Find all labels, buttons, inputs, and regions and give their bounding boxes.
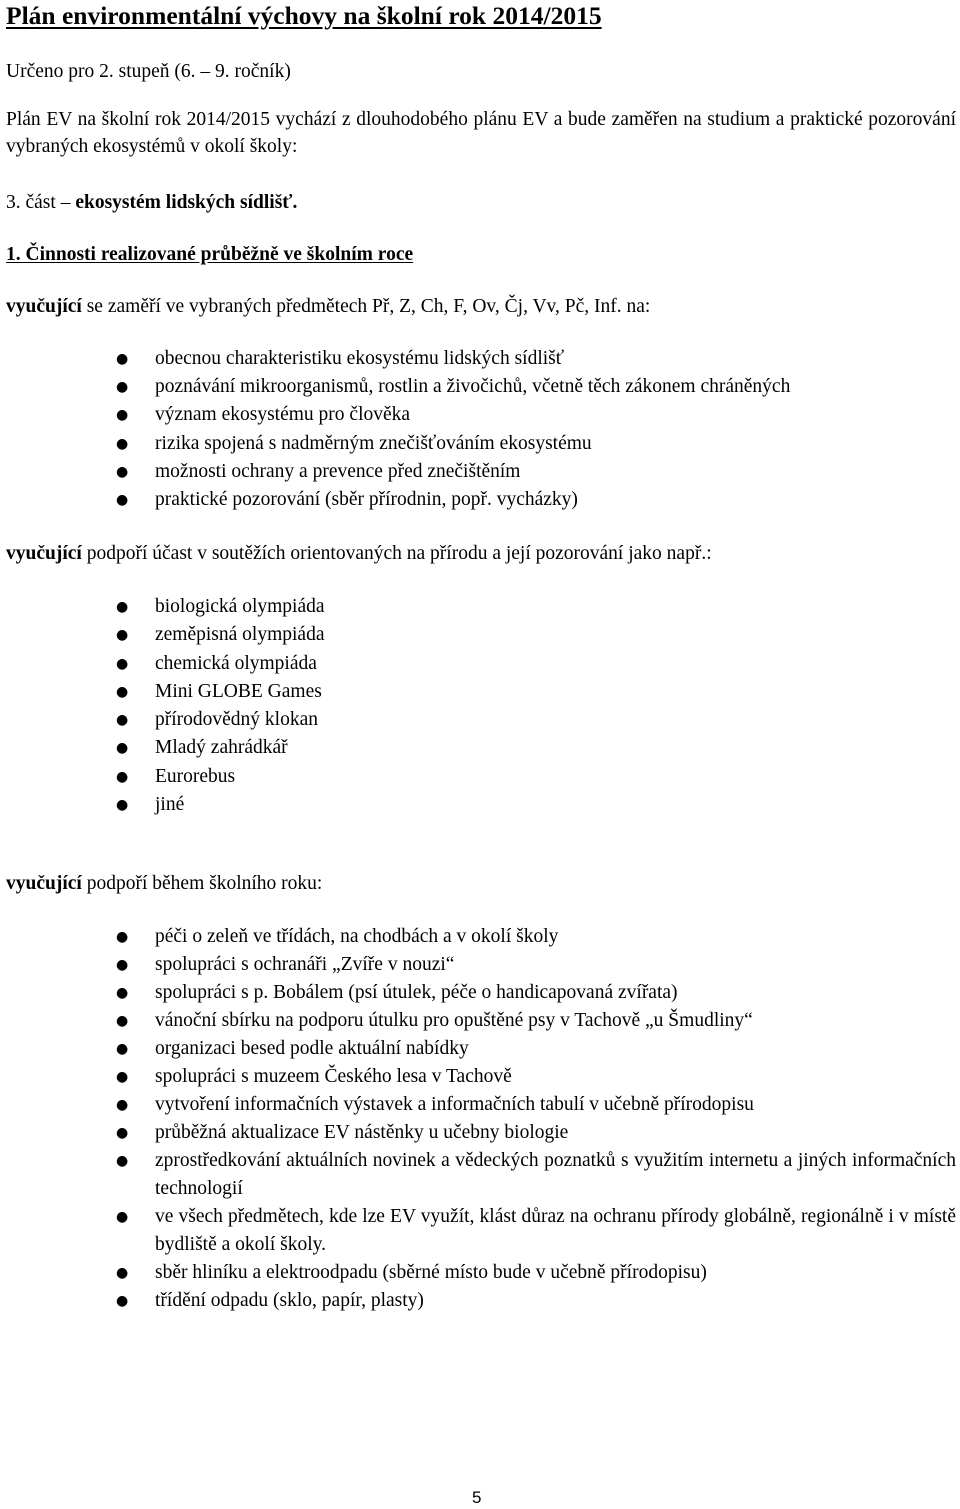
role-label: vyučující [6, 873, 82, 894]
role-label: vyučující [6, 543, 82, 564]
list-item [6, 1147, 956, 1203]
bullet-icon: ● [116, 599, 129, 615]
list-item-text: význam ekosystému pro člověka [155, 404, 411, 426]
list-item [6, 979, 956, 1007]
list-item-text: zprostředkování aktuálních novinek a vědeckých poznatků s využitím internetu a jiných informačních technologií [155, 1150, 956, 1199]
year-lead-line [6, 874, 322, 894]
focus-lead-text: se zaměří ve vybraných předmětech Př, Z, Ch, F, Ov, Čj, Vv, Pč, Inf. na: [81, 296, 651, 317]
list-item-text: praktické pozorování (sběr přírodnin, popř. vycházky) [155, 489, 578, 511]
bullet-icon: ● [116, 655, 129, 672]
bullet-icon: ● [116, 351, 129, 367]
list-item [6, 401, 956, 429]
list-item [6, 951, 956, 979]
bullet-icon: ● [116, 1069, 129, 1085]
page-number: 5 [472, 1488, 482, 1507]
focus-lead-line [6, 297, 650, 317]
bullet-icon: ● [116, 463, 129, 480]
list-item-text: průběžná aktualizace EV nástěnky u učebny biologie [155, 1122, 569, 1143]
bullet-icon: ● [116, 797, 129, 814]
bullet-icon: ● [116, 1265, 129, 1281]
list-item-text: vytvoření informačních výstavek a informačních tabulí v učebně přírodopisu [155, 1094, 754, 1115]
list-item [6, 1287, 956, 1315]
list-item-text: biologická olympiáda [155, 596, 325, 617]
list-item-text: zeměpisná olympiáda [155, 624, 325, 646]
bullet-icon: ● [116, 492, 129, 509]
part-line [6, 193, 297, 213]
list-item-text: Eurorebus [155, 765, 236, 787]
bullet-icon: ● [116, 1293, 129, 1309]
list-item [6, 1007, 956, 1035]
list-item [6, 734, 956, 762]
bullet-icon: ● [116, 1153, 129, 1169]
intro-paragraph: Plán EV na školní rok 2014/2015 vychází z dlouhodobého plánu EV a bude zaměřen na studium a praktické pozorování vybraných ekosystémů v okolí školy: [6, 109, 956, 157]
list-item-text: poznávání mikroorganismů, rostlin a živočichů, včetně těch zákonem chráněných [155, 376, 791, 398]
list-item-text: spolupráci s p. Bobálem (psí útulek, péče o handicapovaná zvířata) [155, 982, 678, 1003]
list-item-text: obecnou charakteristiku ekosystému lidských sídlišť [155, 348, 565, 369]
part-title: ekosystém lidských sídlišť. [75, 192, 298, 213]
bullet-icon: ● [116, 1209, 129, 1225]
list-item [6, 791, 956, 819]
bullet-icon: ● [116, 957, 129, 973]
list-item-text: ve všech předmětech, kde lze EV využít, klást důraz na ochranu přírody globálně, regionálně i v místě bydliště a okolí školy. [155, 1206, 956, 1255]
list-item [6, 430, 956, 458]
list-item [6, 706, 956, 734]
list-item-text: sběr hliníku a elektroodpadu (sběrné místo bude v učebně přírodopisu) [155, 1262, 707, 1283]
list-item [6, 1259, 956, 1287]
list-item-text: spolupráci s muzeem Českého lesa v Tachově [155, 1066, 512, 1087]
focus-list [6, 345, 956, 514]
bullet-icon: ● [116, 985, 129, 1001]
list-item-text: spolupráci s ochranáři „Zvíře v nouzi“ [155, 954, 455, 975]
bullet-icon: ● [116, 683, 129, 700]
year-activities-list [6, 923, 956, 1315]
document-title: Plán environmentální výchovy na školní rok 2014/2015 [6, 1, 602, 30]
list-item [6, 621, 956, 649]
list-item [6, 593, 956, 621]
bullet-icon: ● [116, 1097, 129, 1113]
list-item [6, 1119, 956, 1147]
list-item [6, 1091, 956, 1119]
competitions-lead-line [6, 544, 712, 564]
list-item [6, 373, 956, 401]
list-item-text: vánoční sbírku na podporu útulku pro opuštěné psy v Tachově „u Šmudliny“ [155, 1010, 753, 1031]
list-item [6, 1035, 956, 1063]
bullet-icon: ● [116, 712, 129, 729]
bullet-icon: ● [116, 929, 129, 945]
list-item [6, 763, 956, 791]
list-item [6, 650, 956, 678]
list-item-text: třídění odpadu (sklo, papír, plasty) [155, 1290, 424, 1311]
list-item [6, 458, 956, 486]
list-item [6, 923, 956, 951]
part-prefix: 3. část – [6, 192, 76, 213]
list-item-text: péči o zeleň ve třídách, na chodbách a v okolí školy [155, 926, 559, 947]
list-item [6, 486, 956, 514]
list-item-text: přírodovědný klokan [155, 709, 319, 731]
bullet-icon: ● [116, 627, 129, 644]
list-item-text: jiné [155, 794, 185, 816]
bullet-icon: ● [116, 1125, 129, 1141]
list-item-text: Mini GLOBE Games [155, 680, 322, 702]
audience-line: Určeno pro 2. stupeň (6. – 9. ročník) [6, 61, 291, 82]
year-lead-text: podpoří během školního roku: [81, 873, 323, 894]
competitions-list [6, 593, 956, 819]
list-item [6, 678, 956, 706]
bullet-icon: ● [116, 435, 129, 452]
list-item-text: rizika spojená s nadměrným znečišťováním ekosystému [155, 432, 592, 454]
bullet-icon: ● [116, 768, 129, 785]
bullet-icon: ● [116, 740, 129, 757]
competitions-lead-text: podpoří účast v soutěžích orientovaných na přírodu a její pozorování jako např.: [81, 543, 712, 564]
list-item [6, 1063, 956, 1091]
bullet-icon: ● [116, 1041, 129, 1057]
list-item-text: organizaci besed podle aktuální nabídky [155, 1038, 469, 1059]
bullet-icon: ● [116, 379, 129, 396]
bullet-icon: ● [116, 407, 129, 424]
role-label: vyučující [6, 296, 82, 317]
list-item [6, 1203, 956, 1259]
list-item-text: Mladý zahrádkář [155, 737, 288, 759]
list-item [6, 345, 956, 373]
bullet-icon: ● [116, 1013, 129, 1029]
list-item-text: chemická olympiáda [155, 652, 317, 674]
list-item-text: možnosti ochrany a prevence před znečištěním [155, 460, 521, 482]
section-heading: 1. Činnosti realizované průběžně ve školním roce [6, 244, 414, 265]
